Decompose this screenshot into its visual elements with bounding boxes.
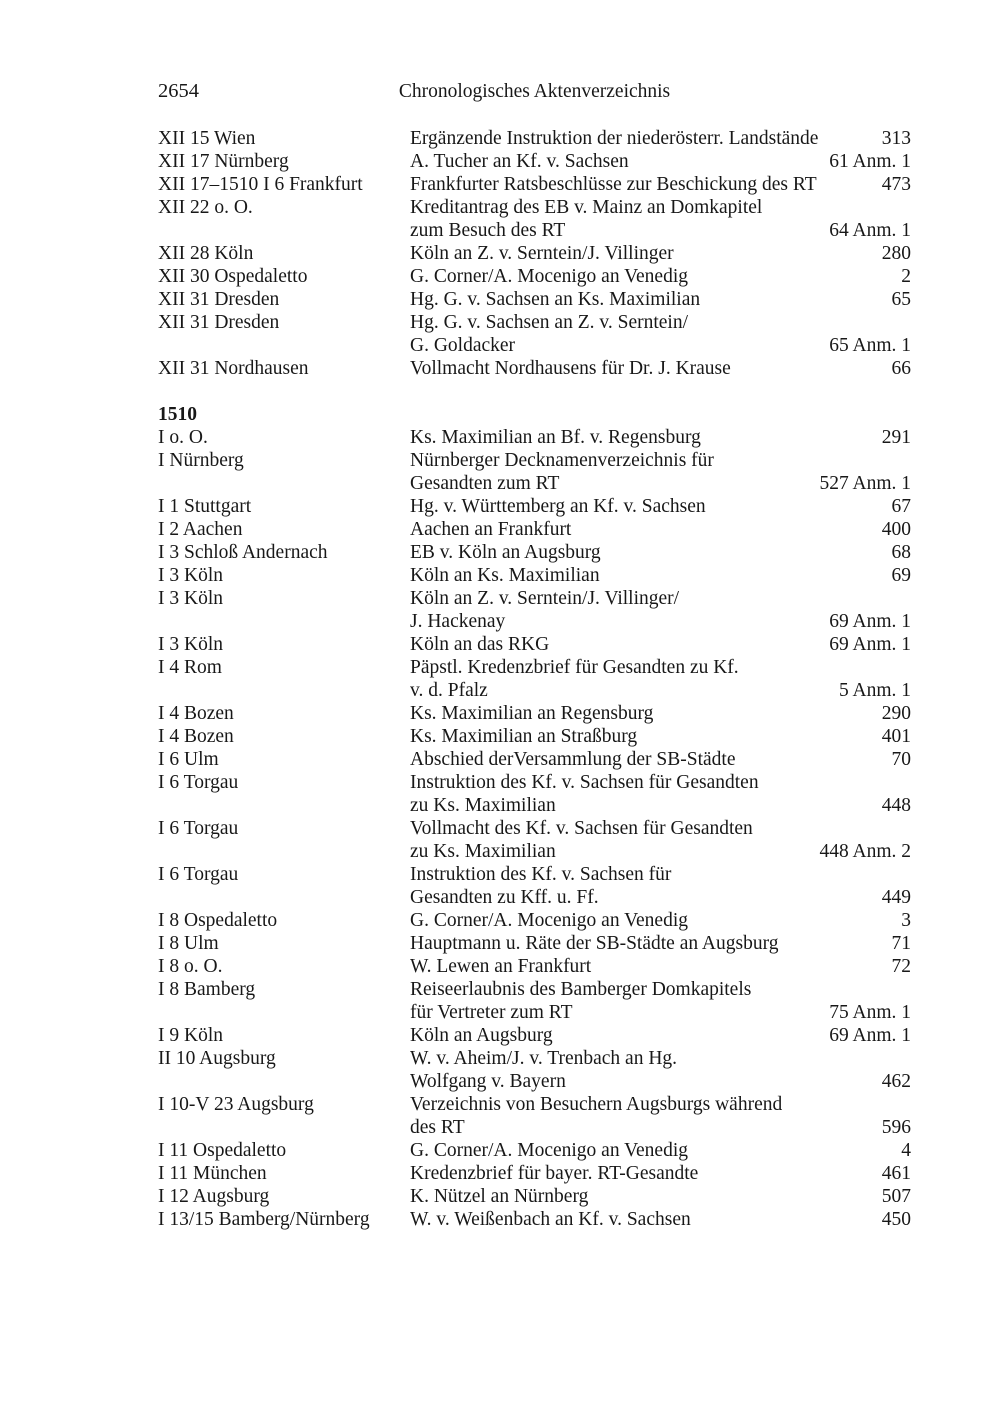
entry-description	[410, 1162, 911, 1185]
register-entry	[158, 932, 911, 955]
entry-line-text: Vollmacht des Kf. v. Sachsen für Gesandten	[410, 818, 753, 839]
entry-line-text: Gesandten zu Kff. u. Ff.	[410, 887, 599, 908]
entry-line	[410, 196, 911, 219]
entry-date: I 4 Rom	[158, 657, 222, 678]
entry-line	[410, 679, 911, 702]
entry-line	[410, 541, 911, 564]
entry-description	[410, 909, 911, 932]
entry-line-text: A. Tucher an Kf. v. Sachsen	[410, 151, 629, 172]
entry-line	[410, 932, 911, 955]
entry-page-ref: 2	[901, 266, 911, 287]
entry-page-ref: 450	[881, 1209, 911, 1230]
entry-line-text: K. Nützel an Nürnberg	[410, 1186, 589, 1207]
entry-line-text: W. Lewen an Frankfurt	[410, 956, 592, 977]
entry-page-ref: 4	[901, 1140, 911, 1161]
register-entry	[158, 633, 911, 656]
entry-page-ref: 67	[891, 496, 911, 517]
entry-page-ref: 507	[881, 1186, 911, 1207]
entry-description	[410, 1047, 911, 1093]
entry-description	[410, 932, 911, 955]
register-entry	[158, 265, 911, 288]
entry-description	[410, 748, 911, 771]
entry-page-ref: 462	[881, 1071, 911, 1092]
page-number: 2654	[158, 80, 199, 102]
entry-line	[410, 1208, 911, 1231]
register-entry	[158, 173, 911, 196]
entry-line	[410, 702, 911, 725]
entry-line-text: Ks. Maximilian an Bf. v. Regensburg	[410, 427, 701, 448]
entry-line-text: Verzeichnis von Besuchern Augsburgs während	[410, 1094, 783, 1115]
entry-description	[410, 656, 911, 702]
entry-line	[410, 587, 911, 610]
register-entry	[158, 541, 911, 564]
entry-description	[410, 426, 911, 449]
register-entry	[158, 357, 911, 380]
entry-page-ref: 461	[881, 1163, 911, 1184]
entry-date: I 3 Köln	[158, 565, 223, 586]
entry-description	[410, 1093, 911, 1139]
register-section	[158, 127, 911, 380]
entry-page-ref: 280	[881, 243, 911, 264]
register-entry	[158, 1139, 911, 1162]
entry-line	[410, 1093, 911, 1116]
entry-line-text: Päpstl. Kredenzbrief für Gesandten zu Kf.	[410, 657, 739, 678]
entry-line	[410, 1139, 911, 1162]
entry-page-ref: 72	[891, 956, 911, 977]
register-entry	[158, 150, 911, 173]
entry-description	[410, 1185, 911, 1208]
register-entry	[158, 196, 911, 242]
entry-line	[410, 656, 911, 679]
register-entry	[158, 1185, 911, 1208]
register-entry	[158, 495, 911, 518]
entry-line-text: EB v. Köln an Augsburg	[410, 542, 601, 563]
entry-line-text: Gesandten zum RT	[410, 473, 560, 494]
entry-line	[410, 311, 911, 334]
entry-page-ref: 401	[881, 726, 911, 747]
entry-date: XII 28 Köln	[158, 243, 254, 264]
entry-description	[410, 771, 911, 817]
entry-description	[410, 955, 911, 978]
entry-line-text: W. v. Weißenbach an Kf. v. Sachsen	[410, 1209, 691, 1230]
entry-page-ref: 3	[901, 910, 911, 931]
entry-line	[410, 886, 911, 909]
entry-line	[410, 1162, 911, 1185]
entry-date: I 8 o. O.	[158, 956, 223, 977]
entry-description	[410, 265, 911, 288]
entry-description	[410, 978, 911, 1024]
entry-description	[410, 1024, 911, 1047]
register-entry	[158, 311, 911, 357]
register-entry	[158, 288, 911, 311]
entry-description	[410, 127, 911, 150]
entry-description	[410, 449, 911, 495]
entry-date: I 3 Schloß Andernach	[158, 542, 328, 563]
entry-line	[410, 127, 911, 150]
entry-line-text: für Vertreter zum RT	[410, 1002, 573, 1023]
entry-description	[410, 173, 911, 196]
entry-line-text: Instruktion des Kf. v. Sachsen für	[410, 864, 672, 885]
entry-date: I 2 Aachen	[158, 519, 243, 540]
chronological-register	[158, 127, 911, 1231]
register-entry	[158, 449, 911, 495]
register-entry	[158, 725, 911, 748]
entry-line-text: Hg. G. v. Sachsen an Ks. Maximilian	[410, 289, 701, 310]
entry-description	[410, 357, 911, 380]
entry-date: XII 31 Dresden	[158, 312, 280, 333]
entry-date: I 12 Augsburg	[158, 1186, 270, 1207]
entry-line-text: zu Ks. Maximilian	[410, 841, 556, 862]
entry-line	[410, 955, 911, 978]
entry-date: I 6 Torgau	[158, 818, 239, 839]
register-entry	[158, 1093, 911, 1139]
entry-date: XII 31 Dresden	[158, 289, 280, 310]
entry-line	[410, 426, 911, 449]
entry-date: I Nürnberg	[158, 450, 244, 471]
entry-page-ref: 66	[891, 358, 911, 379]
entry-date: I 8 Ulm	[158, 933, 219, 954]
entry-line	[410, 564, 911, 587]
entry-line-text: zu Ks. Maximilian	[410, 795, 556, 816]
entry-line	[410, 265, 911, 288]
entry-description	[410, 587, 911, 633]
entry-date: I 6 Torgau	[158, 772, 239, 793]
entry-page-ref: 64 Anm. 1	[829, 220, 911, 241]
entry-line	[410, 794, 911, 817]
entry-description	[410, 311, 911, 357]
register-entry	[158, 1024, 911, 1047]
entry-line-text: zum Besuch des RT	[410, 220, 566, 241]
entry-description	[410, 564, 911, 587]
entry-line-text: Köln an Z. v. Serntein/J. Villinger	[410, 243, 674, 264]
entry-page-ref: 61 Anm. 1	[829, 151, 911, 172]
entry-line	[410, 840, 911, 863]
entry-line-text: Aachen an Frankfurt	[410, 519, 572, 540]
entry-date: I 11 München	[158, 1163, 267, 1184]
entry-line	[410, 1001, 911, 1024]
entry-description	[410, 150, 911, 173]
entry-line	[410, 1116, 911, 1139]
entry-line-text: Ks. Maximilian an Regensburg	[410, 703, 654, 724]
register-entry	[158, 127, 911, 150]
entry-date: XII 30 Ospedaletto	[158, 266, 308, 287]
entry-line-text: W. v. Aheim/J. v. Trenbach an Hg.	[410, 1048, 678, 1069]
entry-line-text: v. d. Pfalz	[410, 680, 488, 701]
entry-date: I o. O.	[158, 427, 208, 448]
register-entry	[158, 1162, 911, 1185]
register-entry	[158, 955, 911, 978]
entry-date: XII 17–1510 I 6 Frankfurt	[158, 174, 363, 195]
entry-page-ref: 65 Anm. 1	[829, 335, 911, 356]
entry-line-text: Wolfgang v. Bayern	[410, 1071, 566, 1092]
entry-line-text: Abschied derVersammlung der SB-Städte	[410, 749, 736, 770]
entry-date: I 4 Bozen	[158, 703, 234, 724]
section-year-heading: 1510	[158, 404, 197, 425]
register-entry	[158, 1208, 911, 1231]
entry-line	[410, 1185, 911, 1208]
entry-line	[410, 725, 911, 748]
entry-page-ref: 473	[881, 174, 911, 195]
entry-date: I 1 Stuttgart	[158, 496, 252, 517]
register-entry	[158, 748, 911, 771]
entry-description	[410, 1208, 911, 1231]
entry-description	[410, 1139, 911, 1162]
entry-line	[410, 242, 911, 265]
register-entry	[158, 518, 911, 541]
entry-description	[410, 495, 911, 518]
entry-line-text: Nürnberger Decknamenverzeichnis für	[410, 450, 714, 471]
entry-line	[410, 449, 911, 472]
entry-date: I 6 Torgau	[158, 864, 239, 885]
entry-line	[410, 357, 911, 380]
running-title: Chronologisches Aktenverzeichnis	[398, 81, 671, 102]
entry-line	[410, 1070, 911, 1093]
entry-description	[410, 817, 911, 863]
entry-line	[410, 610, 911, 633]
entry-line	[410, 817, 911, 840]
register-entry	[158, 909, 911, 932]
entry-date: XII 22 o. O.	[158, 197, 253, 218]
register-entry	[158, 863, 911, 909]
entry-line	[410, 633, 911, 656]
entry-line-text: Köln an Z. v. Serntein/J. Villinger/	[410, 588, 680, 609]
register-entry	[158, 702, 911, 725]
entry-line-text: Hauptmann u. Räte der SB-Städte an Augsburg	[410, 933, 779, 954]
entry-page-ref: 68	[891, 542, 911, 563]
entry-line	[410, 909, 911, 932]
entry-page-ref: 291	[881, 427, 911, 448]
entry-line-text: Köln an das RKG	[410, 634, 550, 655]
entry-date: I 6 Ulm	[158, 749, 219, 770]
entry-page-ref: 75 Anm. 1	[829, 1002, 911, 1023]
entry-line-text: G. Goldacker	[410, 335, 516, 356]
entry-date: XII 31 Nordhausen	[158, 358, 309, 379]
entry-line	[410, 863, 911, 886]
register-entry	[158, 656, 911, 702]
entry-date: I 3 Köln	[158, 634, 223, 655]
entry-line-text: Instruktion des Kf. v. Sachsen für Gesandten	[410, 772, 759, 793]
entry-date: I 8 Bamberg	[158, 979, 256, 1000]
entry-line-text: G. Corner/A. Mocenigo an Venedig	[410, 910, 688, 931]
entry-page-ref: 596	[881, 1117, 911, 1138]
entry-page-ref: 69 Anm. 1	[829, 634, 911, 655]
entry-page-ref: 527 Anm. 1	[819, 473, 911, 494]
entry-line	[410, 219, 911, 242]
entry-line-text: Köln an Ks. Maximilian	[410, 565, 600, 586]
entry-page-ref: 290	[881, 703, 911, 724]
entry-line-text: G. Corner/A. Mocenigo an Venedig	[410, 1140, 688, 1161]
entry-line-text: J. Hackenay	[410, 611, 506, 632]
entry-page-ref: 448 Anm. 2	[819, 841, 911, 862]
entry-date: II 10 Augsburg	[158, 1048, 276, 1069]
entry-page-ref: 313	[881, 128, 911, 149]
entry-line-text: Ks. Maximilian an Straßburg	[410, 726, 638, 747]
entry-page-ref: 400	[881, 519, 911, 540]
entry-line-text: Kreditantrag des EB v. Mainz an Domkapitel	[410, 197, 763, 218]
entry-line-text: Hg. G. v. Sachsen an Z. v. Serntein/	[410, 312, 688, 333]
entry-description	[410, 541, 911, 564]
entry-page-ref: 448	[881, 795, 911, 816]
entry-page-ref: 71	[891, 933, 911, 954]
entry-line	[410, 173, 911, 196]
entry-line	[410, 495, 911, 518]
entry-date: I 11 Ospedaletto	[158, 1140, 287, 1161]
entry-date: I 9 Köln	[158, 1025, 223, 1046]
register-entry	[158, 1047, 911, 1093]
register-section	[158, 403, 911, 1231]
entry-date: I 3 Köln	[158, 588, 223, 609]
register-entry	[158, 426, 911, 449]
entry-line	[410, 288, 911, 311]
entry-line	[410, 518, 911, 541]
page-header	[158, 80, 911, 103]
entry-description	[410, 725, 911, 748]
entry-line-text: Hg. v. Württemberg an Kf. v. Sachsen	[410, 496, 706, 517]
entry-page-ref: 65	[891, 289, 911, 310]
register-entry	[158, 978, 911, 1024]
entry-description	[410, 242, 911, 265]
register-entry	[158, 817, 911, 863]
entry-page-ref: 69	[891, 565, 911, 586]
entry-line-text: Frankfurter Ratsbeschlüsse zur Beschickung des RT	[410, 174, 817, 195]
entry-line	[410, 748, 911, 771]
entry-line	[410, 334, 911, 357]
entry-description	[410, 518, 911, 541]
entry-date: I 10-V 23 Augsburg	[158, 1094, 314, 1115]
entry-description	[410, 288, 911, 311]
entry-line-text: Reiseerlaubnis des Bamberger Domkapitels	[410, 979, 752, 1000]
entry-description	[410, 702, 911, 725]
entry-line-text: Kredenzbrief für bayer. RT-Gesandte	[410, 1163, 699, 1184]
register-entry	[158, 587, 911, 633]
entry-description	[410, 196, 911, 242]
entry-line	[410, 150, 911, 173]
entry-page-ref: 70	[891, 749, 911, 770]
entry-line-text: Ergänzende Instruktion der niederösterr. Landstände	[410, 128, 819, 149]
entry-line-text: G. Corner/A. Mocenigo an Venedig	[410, 266, 688, 287]
entry-date: I 13/15 Bamberg/Nürnberg	[158, 1209, 370, 1230]
entry-line-text: Vollmacht Nordhausens für Dr. J. Krause	[410, 358, 731, 379]
register-entry	[158, 242, 911, 265]
register-entry	[158, 564, 911, 587]
entry-line-text: Köln an Augsburg	[410, 1025, 553, 1046]
entry-date: I 4 Bozen	[158, 726, 234, 747]
entry-page-ref: 449	[881, 887, 911, 908]
entry-line	[410, 1047, 911, 1070]
register-entry	[158, 771, 911, 817]
entry-description	[410, 863, 911, 909]
entry-page-ref: 69 Anm. 1	[829, 611, 911, 632]
entry-line	[410, 472, 911, 495]
entry-date: XII 17 Nürnberg	[158, 151, 289, 172]
entry-description	[410, 633, 911, 656]
entry-date: XII 15 Wien	[158, 128, 256, 149]
entry-date: I 8 Ospedaletto	[158, 910, 278, 931]
entry-line	[410, 771, 911, 794]
entry-page-ref: 69 Anm. 1	[829, 1025, 911, 1046]
entry-line	[410, 1024, 911, 1047]
entry-line	[410, 978, 911, 1001]
entry-line-text: des RT	[410, 1117, 465, 1138]
entry-page-ref: 5 Anm. 1	[838, 680, 911, 701]
